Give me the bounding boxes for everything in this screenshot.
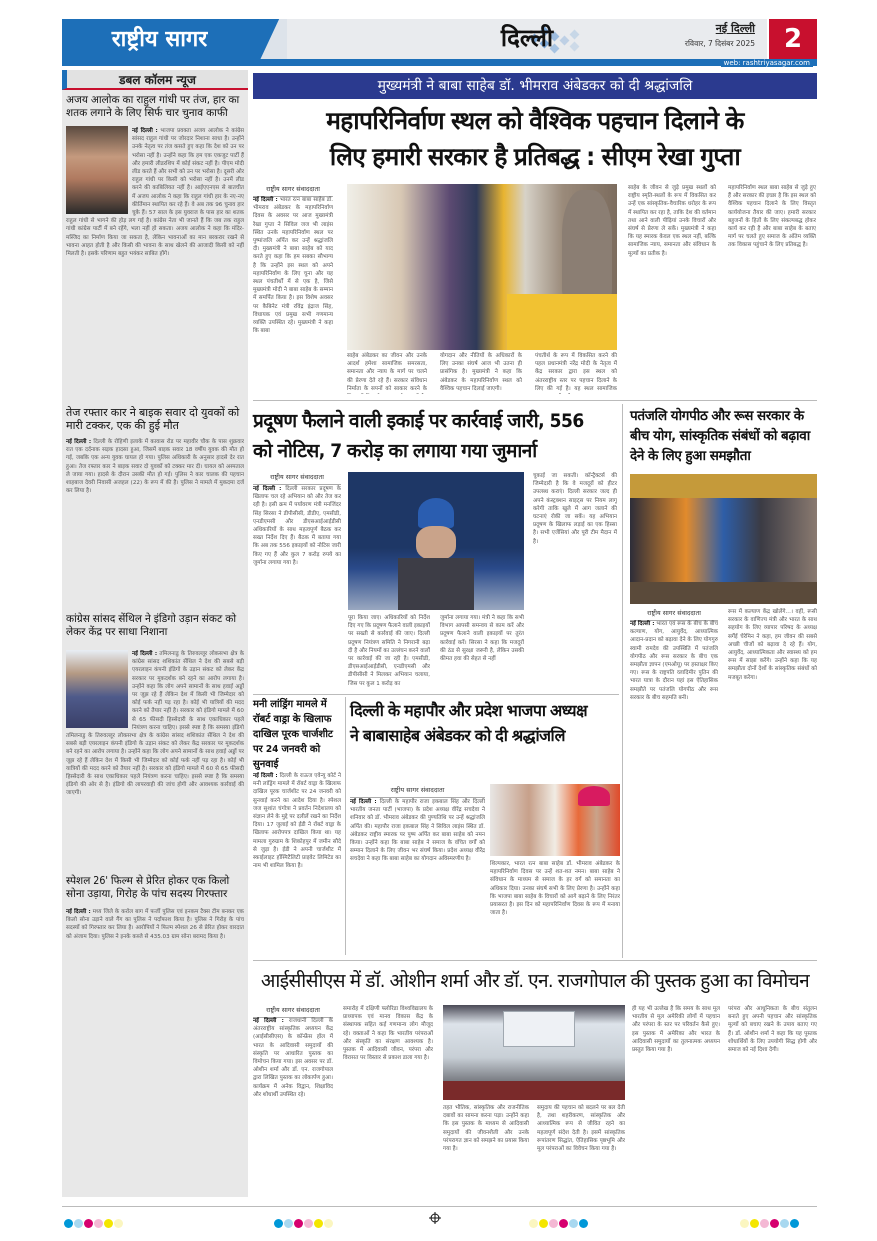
dateline: नई दिल्ली : — [253, 1018, 284, 1024]
lead-body-col1 — [253, 196, 333, 364]
lead-body-col2: साहेब अंबेडकर का जीवन और उनके आदर्श हमेशा सामाजिक समरसता, समानता और न्याय के मार्ग पर चलने की प्रेरणा देते रहे हैं। सरकार संविधान निर्माता के सपनों को साकार करने के — [347, 353, 427, 392]
story-body: दिल्ली के महापौर राजा इकबाल सिंह और दिल्ली भारतीय जनता पार्टी (भाजपा) के प्रदेश अध्यक्ष वीरेंद्र सचदेवा ने शनिवार को डॉ. भीमराव अंबेडकर की पुण्यतिथि पर उन्हें श्रद्धांजलि अर्पित की। महापौर राजा इकबाल सिंह ने सिविल लाइंस स्थित डॉ. अंबेडकर राष्ट्रीय स्मारक पर पुष्प अर्पित कर बाबा साहेब को नमन किया। उन्होंने कहा कि बाबा साहेब ने समाज के वंचित वर्गों को सम्मान दिलाने के लिए जीवन भर संघर्ष किया। प्रदेश अध्यक्ष वीरेंद्र सचदेवा ने कहा कि बाबा साहेब का योगदान अविस्मरणीय है। — [350, 799, 485, 863]
masthead — [62, 19, 817, 65]
story-body-block — [66, 438, 244, 608]
icics-body-col3: तहत भौतिक, सांस्कृतिक और राजनीतिक दबावों का सामना करना पड़ा। उन्होंने कहा कि इस पुस्तक के माध्यम से आदिवासी समुदायों की जीवनशैली और उनके परंपरागत ज्ञान को समझने का प्रयास किया गया है। — [443, 1105, 529, 1153]
vadra-headline[interactable]: मनी लांड्रिंग मामले में रॉबर्ट वाड्रा के खिलाफ दाखिल पूरक चार्जशीट पर 24 जनवरी को सुनवाई — [253, 699, 333, 770]
mayor-body-col2: शिल्पकार, भारत रत्न बाबा साहेब डॉ. भीमराव अंबेडकर के महापरिनिर्वाण दिवस पर उन्हें शत-शत नमन। बाबा साहेब ने संविधान के माध्यम से समाज के हर वर्ग को समानता का अधिकार दिया। उनका संघर्ष सभी के लिए प्रेरणा है। उन्होंने कहा कि भाजपा बाबा साहेब के विचारों को आगे बढ़ाने के लिए निरंतर प्रयासरत है। इस दिन को महापरिनिर्वाण दिवस के रूप में मनाया जाता है। — [490, 861, 620, 917]
mayor-headline[interactable] — [350, 698, 620, 748]
story-body-continued — [66, 732, 244, 867]
dateline: नई दिल्ली : — [132, 651, 158, 657]
lead-headline-line2: लिए हमारी सरकार है प्रतिबद्ध : सीएम रेखा गुप्ता — [329, 142, 741, 171]
lead-kicker: मुख्यमंत्री ने बाबा साहेब डॉ. भीमराव अंबेडकर को दी श्रद्धांजलि — [253, 73, 817, 99]
dateline: नई दिल्ली : — [350, 799, 377, 805]
section-divider — [253, 960, 817, 961]
story-headline[interactable]: तेज रफ्तार कार ने बाइक सवार दो युवकों को मारी टक्कर, एक की हुई मौत — [66, 406, 240, 432]
icics-body-col5: ही यह भी उल्लेख है कि समय के साथ मूल भारतीय से मूल अमेरिकी लोगों में पहचान और परंपरा के स्तर पर परिवर्तन कैसे हुए। इस पुस्तक में अमेरिका और भारत के आदिवासी समुदायों का तुलनात्मक अध्ययन प्रस्तुत किया गया है। — [632, 1006, 720, 1054]
masthead-bar — [62, 59, 817, 66]
edition-date: रविवार, 7 दिसंबर 2025 — [684, 39, 755, 48]
color-registration-marks — [64, 1213, 124, 1223]
icics-body-col4: समुदाय की पहचान को बदलने पर बल देती है, तथा शहरीकरण, सांस्कृतिक और आध्यात्मिक रूप से जीवित रहने का महत्वपूर्ण संदेश देती है। इसमें सांस्कृतिक रूपांतरण सिद्धांत, ऐतिहासिक पृष्ठभूमि और मूल परंपराओं का विवेचन किया गया है। — [537, 1105, 625, 1153]
suit — [398, 558, 474, 610]
photo-mou-signing — [630, 474, 817, 604]
statue-bust — [562, 190, 612, 300]
story-headline[interactable]: स्पेशल 26' फिल्म से प्रेरित होकर एक किलो सोना उड़ाया, गिरोह के पांच सदस्य गिरफ्तार — [66, 875, 230, 900]
lead-body-col6: महापरिनिर्वाण स्थल बाबा साहेब से जुड़े हुए हैं और सरकार की इच्छा है कि इस स्थल को वैश्विक पहचान दिलाने के लिए विस्तृत कार्ययोजना तैयार की जाए। हमारी सरकार बहुजनों के हितों के लिए संकल्पबद्ध होकर कार्य कर रही है और बाबा साहेब के बताए मार्ग पर चलते हुए समाज के अंतिम व्यक्ति तक विकास पहुंचाने के लिए प्रतिबद्ध है। — [728, 185, 816, 249]
paper-logo: राष्ट्रीय सागर — [62, 19, 257, 59]
dateline: नई दिल्ली : — [253, 773, 278, 779]
patanjali-body-col1 — [630, 620, 718, 954]
banner — [630, 474, 817, 498]
story-headline[interactable]: कांग्रेस सांसद सेंथिल ने इंडिगो उड़ान संकट को लेकर केंद्र पर साधा निशाना — [66, 613, 237, 638]
color-registration-marks — [274, 1213, 334, 1223]
byline: राष्ट्रीय सागर संवाददाता — [253, 1005, 333, 1018]
registration-crosshair-icon — [429, 1212, 441, 1224]
dateline: नई दिल्ली : — [66, 439, 92, 445]
turban — [578, 786, 610, 806]
headline-line: दिल्ली के महापौर और प्रदेश भाजपा अध्यक्ष — [350, 701, 588, 720]
face — [416, 526, 456, 560]
photo-cm-tribute — [347, 184, 617, 350]
photo-book-launch — [443, 1005, 625, 1100]
story-body: राजधानी दिल्ली के अंतरराष्ट्रीय सांस्कृतिक अध्ययन केंद्र (आईसीसीएस) के कॉन्फ्रेंस हॉल में भारत के आदिवासी समुदायों की संस्कृति पर आधारित पुस्तक का विमोचन किया गया। इस अवसर पर डॉ. ओशीन शर्मा और डॉ. एन. राजगोपाल द्वारा लिखित पुस्तक का लोकार्पण हुआ। कार्यक्रम में अनेक विद्वान, शिक्षाविद और शोधार्थी उपस्थित रहे। — [253, 1018, 333, 1098]
story-body-intro — [132, 650, 244, 732]
column-header: डबल कॉलम न्यूज — [62, 70, 248, 90]
column-divider — [622, 404, 623, 958]
website-link[interactable]: web: rashtriyasagar.com — [721, 59, 813, 67]
dateline: नई दिल्ली : — [132, 128, 158, 134]
masthead-band — [287, 19, 767, 59]
icics-body-col1 — [253, 1017, 333, 1202]
lead-headline-line1: महापरिनिर्वाण स्थल को वैश्विक पहचान दिलाने के — [326, 106, 744, 135]
patanjali-headline[interactable]: पतंजलि योगपीठ और रूस सरकार के बीच योग, सांस्कृतिक संबंधों को बढ़ावा देने के लिए हुआ समझौता — [630, 408, 810, 464]
headline-line: प्रदूषण फैलाने वाली इकाई पर कार्रवाई जारी, 556 — [253, 410, 584, 432]
edition-place: नई दिल्ली — [715, 22, 755, 35]
story-body: भारत एवं रूस के बीच के बीच कल्याण, योग, आयुर्वेद, आध्यात्मिक आदान-प्रदान को बढ़ावा देने के लिए योगगुरु स्वामी रामदेव की उपस्थिति में पतंजलि योगपीठ और रूस सरकार के बीच एक समझौता ज्ञापन (एमओयू) पर हस्ताक्षर किए गए। रूस के राष्ट्रपति व्लादिमीर पुतिन की भारत यात्रा के दौरान यहां इस ऐतिहासिक समझौते पर पतंजलि योगपीठ और रूस सरकार के बीच सहमति बनी। — [630, 621, 718, 701]
story-body: भाजपा प्रवक्ता अजय आलोक ने कांग्रेस सांसद राहुल गांधी पर जोरदार निशाना साधा है। उन्होंने उनके नेतृत्व पर तंज कसते हुए कहा कि देश को उन पर भरोसा नहीं है। उन्होंने कहा कि हम एक एकजुट पार्टी हैं और हमारी लीडरशिप में कोई संकट नहीं है। पीएम मोदी लीड करते हैं और सभी को उन पर भरोसा है। दूसरी ओर राहुल गांधी पर किसी को भरोसा नहीं है। उनमें लीड करने की काबिलियत नहीं है। आईएएनएस से बातचीत में अजय आलोक ने कहा कि राहुल गांधी हार के नए-नए कीर्तिमान स्थापित कर रहे हैं। वे अब तक 96 चुनाव हार चुके हैं। 57 साल के इस युवराज के पास हार का शतक — [132, 128, 244, 217]
pollution-body-col1 — [253, 485, 341, 690]
photo-senthil — [66, 650, 128, 728]
byline: राष्ट्रीय सागर संवाददाता — [350, 785, 485, 798]
story-body: राहुल गांधी से भागने की होड़ लग गई है। कांग्रेस नेता भी जानते हैं कि जब तक राहुल गांधी कांग्रेस पार्टी में बने रहेंगे, भला नहीं हो सकता। अजय आलोक ने कहा कि मंदिर-मस्जिद का निर्माण किया जा सकता है, लेकिन भावनाओं का मान बरकरार रखने से भावना आहत होती है और किसी की भावना के साथ खेलने की आजादी किसी को नहीं मिलती है। इसके परिणाम बहुत भयंकर साबित होंगे। — [66, 218, 244, 258]
section-divider — [253, 694, 619, 695]
story-body: भारत रत्न बाबा साहेब डॉ. भीमराव अंबेडकर के महापरिनिर्वाण दिवस के अवसर पर आज मुख्यमंत्री रेखा गुप्ता ने सिविल जज भी लाइंस स्थित उनके महापरिनिर्वाण स्थल पर पुष्पांजलि अर्पित कर उन्हें श्रद्धांजलि दी। मुख्यमंत्री ने बाबा साहेब को याद करते हुए कहा कि हम सबका सौभाग्य है कि उन्होंने इस स्थल को अपने महापरिनिर्वाण के लिए चुना और यह स्थल पंचतीर्थों में से एक है, जिसे मुख्यमंत्री मोदी ने बाबा साहेब के सम्मान में समर्पित किया है। इस विशेष अवसर पर कैबिनेट मंत्री रविंद्र इंद्राज सिंह, विधायक एवं प्रमुख सभी गणमान्य व्यक्ति उपस्थित रहे। मुख्यमंत्री ने कहा कि बाबा — [253, 197, 333, 335]
double-column-news — [62, 70, 248, 1197]
lead-body-col5: साहेब के जीवन से जुड़े प्रमुख स्थलों को राष्ट्रीय स्मृति-स्थलों के रूप में विकसित कर उन्हें एक सांस्कृतिक-वैचारिक धरोहर के रूप में स्थापित कर रहा है, ताकि देश की वर्तमान तथा आने वाली पीढ़ियां उनके विचारों और संघर्ष से प्रेरणा ले सकें। मुख्यमंत्री ने कहा कि यह स्मारक केवल एक स्थल नहीं, बल्कि सामाजिक न्याय, समानता और संविधान के मूल्यों का प्रतीक है। — [628, 185, 716, 257]
page-number: 2 — [769, 19, 817, 59]
lead-headline[interactable] — [253, 103, 817, 175]
dateline: नई दिल्ली : — [630, 621, 655, 627]
pollution-body-col2: पूरा किया जाए। अधिकारियों को निर्देश दिए गए कि प्रदूषण फैलाने वाली इकाइयों पर सख्ती से कार्रवाई की जाए। दिल्ली प्रदूषण नियंत्रण समिति ने निगरानी बढ़ा दी है और नियमों का उल्लंघन करने वालों पर कार्रवाई की जा रही है। एमसीडी, डीएसआईआईडीसी, एनडीएमसी और डीपीसीसी ने मिलकर अभियान चलाया, जिस पर कुल 1 करोड़ का — [348, 615, 430, 687]
headline-line: ने बाबासाहेब अंबेडकर को दी श्रद्धांजलि — [350, 726, 566, 745]
story-headline[interactable]: अजय आलोक का राहुल गांधी पर तंज, हार का शतक लगाने के लिए सिर्फ चार चुनाव काफी — [66, 94, 240, 119]
icics-body-col2: समारोह में दक्षिणी फ्लोरिडा विश्वविद्यालय के प्राध्यापक एवं मानव विकास केंद्र के संस्थापक सहित कई गणमान्य लोग मौजूद रहे। वक्ताओं ने कहा कि भारतीय परंपराओं और संस्कृति का संरक्षण आवश्यक है। पुस्तक में आदिवासी जीवन, परंपरा और विरासत पर विस्तार से प्रकाश डाला गया है। — [343, 1006, 433, 1062]
lead-body-col3: योगदान और नीतियों के अधिकारों के लिए उनका संघर्ष आज भी उतना ही प्रासंगिक है। मुख्यमंत्री ने कहा कि अंबेडकर के महापरिनिर्वाण स्थल को वैश्विक पहचान दिलाई जाएगी। — [440, 353, 522, 392]
story-body: तमिलनाडु के तिरुवल्लूर लोकसभा क्षेत्र के कांग्रेस सांसद शशिकांत सेंथिल ने देश की सबसे बड़ी एयरलाइन कंपनी इंडिगो के उड़ान संकट को लेकर केंद्र सरकार पर मूकदर्शक बने रहने का आरोप लगाया है। उन्होंने कहा कि लोग अपने सामानों के साथ हवाई अड्डों पर जूझ रहे हैं लेकिन देश में किसी भी जिम्मेदार को कोई फर्क नहीं पड़ रहा है। कोई भी यात्रियों की मदद करने को तैयार नहीं है। सरकार को इंडिगो मामले में 60 से 65 फीसदी हिस्सेदारी के साथ एकाधिकार पहले नियंत्रण करना चाहिए। इससे स्पष्ट है कि समस्या इंडिगो — [132, 651, 244, 731]
masthead-wedge — [257, 19, 287, 59]
color-registration-marks — [529, 1213, 589, 1223]
pollution-body-col3: जुर्माना लगाया गया। मंत्री ने कहा कि सभी विभाग आपसी समन्वय से काम करें और प्रदूषण फैलाने वाली इकाइयों पर तुरंत कार्रवाई करें। सिरसा ने कहा कि मजदूरों की ठंड से सुरक्षा जरूरी है, लेकिन उसकी कीमत हवा की सेहत से नहीं — [440, 615, 524, 663]
dateline: नई दिल्ली : — [253, 486, 282, 492]
color-registration-marks — [740, 1213, 800, 1223]
story-body: दिल्ली के राऊज एवेन्यू कोर्ट ने मनी लांड्रिंग मामले में रॉबर्ट वाड्रा के खिलाफ दाखिल पूरक चार्जशीट पर 24 जनवरी को सुनवाई करने का आदेश दिया है। स्पेशल जज सुशांत चंगोत्रा ने प्रवर्तन निदेशालय को संज्ञान लेने के मुद्दे पर दलीलें रखने का निर्देश दिया। 17 जुलाई को ईडी ने रॉबर्ट वाड्रा के खिलाफ आरोपपत्र दाखिल किया था। यह मामला गुरुग्राम के शिकोहपुर में जमीन सौदे से जुड़ा है। ईडी ने अपनी चार्जशीट में स्काईलाइट हॉस्पिटैलिटी प्राइवेट लिमिटेड का नाम भी शामिल किया है। — [253, 773, 341, 870]
pollution-body-col4: चुकाई जा सकती। कॉन्ट्रैक्टर्स की जिम्मेदारी है कि वे मजदूरों को हीटर उपलब्ध कराएं। दिल्ली सरकार जल्द ही अपने कंस्ट्रक्शन साइट्स पर नियम लागू करेगी ताकि खुले में आग जलाने की घटनाएं रोकी जा सकें। यह अभियान प्रदूषण के खिलाफ लड़ाई का एक हिस्सा है। सभी एजेंसियां और पूरी टीम मैदान में है। — [533, 473, 617, 545]
dateline: नई दिल्ली : — [253, 197, 278, 203]
story-body: दिल्ली के रोहिणी इलाके में कावास रोड पर महावीर चौक के पास शुक्रवार रात एक दर्दनाक सड़क हादसा हुआ, जिसमें बाइक सवार 18 वर्षीय युवक की मौत हो गई, जबकि एक अन्य युवक घायल हो गया। पुलिस अधिकारी के अनुसार हादसे देर रात हुआ। तेज रफ्तार कार ने बाइक सवार दो युवकों को टक्कर मार दी। घायल को अस्पताल ले जाया गया। हादसे के दौरान उसकी मौत हो गई। पुलिस ने कार चालक की पहचान शाहबाज देवरी निवासी अजहल (22) के रूप में की है। पुलिस ने मामले में मुकदमा दर्ज कर लिया है। — [66, 439, 244, 495]
icics-body-col6: परंपरा और आधुनिकता के बीच संतुलन बनाते हुए अपनी पहचान और सांस्कृतिक मूल्यों को बचाए रखने के उपाय बताए गए हैं। डॉ. ओशीन शर्मा ने कहा कि यह पुस्तक शोधार्थियों के लिए उपयोगी सिद्ध होगी और समाज को नई दिशा देगी। — [728, 1006, 817, 1054]
footer-rule — [62, 1206, 817, 1207]
turban — [418, 498, 454, 528]
story-body-continued — [66, 217, 244, 399]
column-divider — [345, 697, 346, 955]
lead-body-col4: पंचतीर्थ के रूप में विकसित करने की पहल प्रधानमंत्री नरेंद्र मोदी के नेतृत्व में केंद्र सरकार द्वारा इस स्थल को अंतरराष्ट्रीय स्तर पर पहचान दिलाने के लिए की गई है। यह स्थल सामाजिक — [535, 353, 617, 392]
section-title: दिल्ली — [500, 24, 554, 52]
vadra-body — [253, 772, 341, 954]
byline: राष्ट्रीय सागर संवाददाता — [630, 608, 718, 621]
byline: राष्ट्रीय सागर संवाददाता — [253, 184, 333, 197]
story-body: तमिलनाडु के तिरुवल्लूर लोकसभा क्षेत्र के कांग्रेस सांसद शशिकांत सेंथिल ने देश की सबसे बड़ी एयरलाइन कंपनी इंडिगो के उड़ान संकट को लेकर केंद्र सरकार पर मूकदर्शक बने रहने का आरोप लगाया है। उन्होंने कहा कि लोग अपने सामानों के साथ हवाई अड्डों पर जूझ रहे हैं लेकिन देश में किसी भी जिम्मेदार को कोई फर्क नहीं पड़ रहा है। कोई भी यात्रियों की मदद करने को तैयार नहीं है। सरकार को इंडिगो मामले में 60 से 65 फीसदी हिस्सेदारी के साथ एकाधिकार पहले नियंत्रण करना चाहिए। इससे स्पष्ट है कि समस्या इंडिगो की ओर से है। इंडिगो की लापरवाही की जांच होगी और आवश्यक कार्रवाई की जाएगी। — [66, 733, 244, 797]
pollution-headline[interactable] — [253, 406, 613, 466]
story-body: दिल्ली सरकार प्रदूषण के खिलाफ चल रहे अभियान को और तेज कर रही है। इसी क्रम में पर्यावरण मंत्री मनजिंदर सिंह सिरसा ने डीपीसीसी, डीडीए, एमसीडी, एनडीएमसी और डीएसआईआईडीसी अधिकारियों के साथ महत्वपूर्ण बैठक कर सख्त निर्देश दिए हैं। बैठक में बताया गया कि अब तक 556 इकाइयों को नोटिस जारी किए गए हैं और कुल 7 करोड़ रुपये का जुर्माना लगाया गया है। — [253, 486, 341, 566]
mayor-body-col1 — [350, 798, 485, 956]
marigold-garlands — [507, 294, 617, 350]
dateline: नई दिल्ली : — [66, 909, 91, 915]
headline-line: को नोटिस, 7 करोड़ का लगाया गया जुमार्ना — [253, 440, 537, 462]
photo-minister-sirsa — [348, 472, 524, 610]
photo-ajay-alok — [66, 126, 128, 214]
story-body: मध्य जिले के करोल बाग में फर्जी पुलिस एवं इनकम टैक्स टीम बनकर एक किलो सोना उड़ाने वाले गैंग का पुलिस ने पर्दाफाश किया है। पुलिस ने गिरोह के पांच सदस्यों को गिरफ्तार कर लिया है। आरोपियों ने फिल्म स्पेशल 26 से प्रेरित होकर वारदात को अंजाम दिया। पुलिस ने इनके कब्जे से 435.03 ग्राम सोना बरामद किया है। — [66, 909, 244, 940]
section-divider — [253, 400, 817, 401]
stage-banner — [503, 1011, 575, 1047]
patanjali-body-col2: रूस में कल्याण केंद्र खोलेंगे...। वहीं, रूसी सरकार के वाणिज्य मंत्री और भारत के साथ सहयोग के लिए व्यापार परिषद के अध्यक्ष सर्गेई चेरेमिन ने कहा, हम जीवन की सबसे अच्छी चीजों को बढ़ावा दे रहे हैं। योग, आयुर्वेद, आध्यात्मिकता और स्वास्थ्य को हम रूस में साझा करेंगे। उन्होंने कहा कि यह समझौता दोनों देशों के सांस्कृतिक संबंधों को मजबूत करेगा। — [728, 609, 817, 681]
story-body-intro — [132, 127, 244, 217]
story-body-block — [66, 908, 244, 1192]
stage-table — [443, 1081, 625, 1100]
photo-mayor-bjp-chief — [490, 784, 620, 856]
byline: राष्ट्रीय सागर संवाददाता — [253, 472, 341, 485]
icics-headline[interactable]: आईसीसीएस में डॉ. ओशीन शर्मा और डॉ. एन. राजगोपाल की पुस्तक हुआ का विमोचन — [260, 970, 810, 992]
table — [630, 582, 817, 604]
